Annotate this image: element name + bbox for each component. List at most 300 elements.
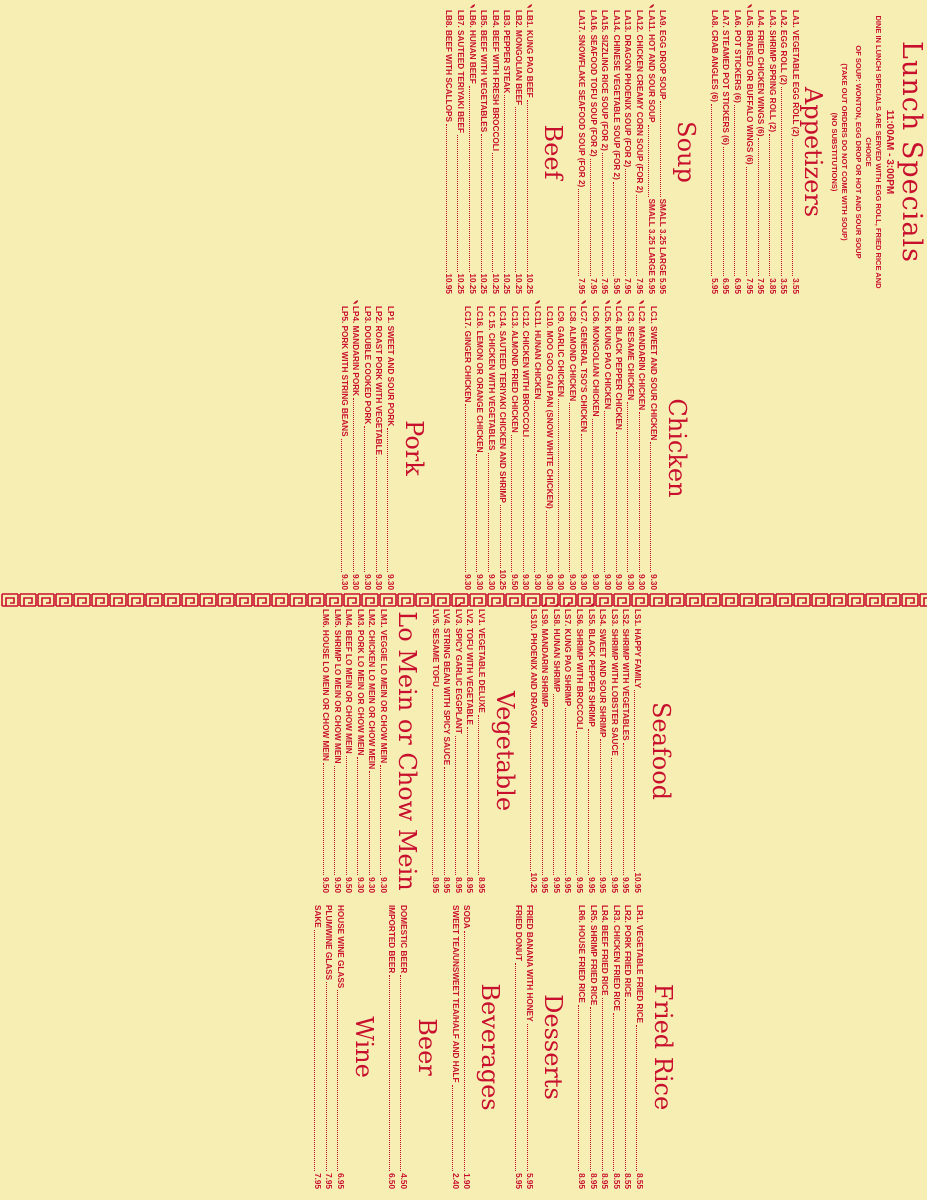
chili-pepper-icon xyxy=(588,602,595,608)
menu-item-name: LS8. HUNAN SHRIMP xyxy=(551,609,561,693)
vegetable-list xyxy=(429,609,487,893)
menu-item xyxy=(366,609,378,893)
seafood-list xyxy=(527,609,643,893)
menu-item-price: 8.95 xyxy=(588,1173,598,1189)
menu-item xyxy=(464,609,476,893)
menu-item-name: LA11. HOT AND SOUR SOUP xyxy=(646,10,656,123)
dotted-leader xyxy=(346,756,347,875)
menu-item-name: LB2. MONGOLIAN BEEF xyxy=(513,10,523,106)
menu-item xyxy=(524,10,536,294)
menu-item-price: 8.55 xyxy=(611,1173,621,1189)
menu-item-price: 9.30 xyxy=(355,877,365,893)
dotted-leader xyxy=(569,403,570,572)
dotted-leader xyxy=(488,453,489,573)
menu-item-name: LR6. HOUSE FRIED RICE xyxy=(577,905,587,1003)
dotted-leader xyxy=(578,1005,579,1171)
appetizers-list xyxy=(708,10,801,294)
chili-pepper-icon xyxy=(553,602,560,608)
menu-item-name: LP4. MANDARIN PORK xyxy=(351,306,361,397)
section-title-desserts: Desserts xyxy=(539,994,568,1100)
menu-item-name: LR5. SHRIMP FRIED RICE xyxy=(588,905,598,1006)
dotted-leader xyxy=(565,708,566,875)
menu-item-name: LC9. GARLIC CHICKEN xyxy=(556,306,566,397)
menu-item-price: 9.30 xyxy=(486,574,496,590)
chili-pepper-icon xyxy=(541,602,548,608)
menu-item-price: SMALL 3.25 LARGE 5.95 xyxy=(658,198,668,294)
menu-item xyxy=(320,609,332,893)
menu-item xyxy=(512,905,524,1189)
menu-item xyxy=(508,306,520,590)
menu-item-price: 9.30 xyxy=(614,574,624,590)
menu-item-price: 9.50 xyxy=(321,877,331,893)
menu-item-name: LS4. SWEET AND SOUR SHRIMP xyxy=(598,609,608,738)
menu-item-price: 9.30 xyxy=(556,574,566,590)
menu-item xyxy=(520,306,532,590)
menu-item xyxy=(731,10,743,294)
section-title-friedrice: Fried Rice xyxy=(649,983,677,1111)
menu-item xyxy=(501,10,513,294)
menu-item xyxy=(386,905,398,1189)
menu-item-price: 9.95 xyxy=(551,877,561,893)
dotted-leader xyxy=(481,134,482,271)
menu-item-name: HOUSE WINE GLASS xyxy=(335,905,345,989)
menu-item-price: 5.95 xyxy=(709,278,719,294)
menu-item xyxy=(361,306,373,590)
dotted-leader xyxy=(625,169,626,276)
dotted-leader xyxy=(650,442,651,572)
menu-item-price: 7.95 xyxy=(744,278,754,294)
section-title-vegetable: Vegetable xyxy=(491,690,520,812)
menu-item xyxy=(550,609,562,893)
dotted-leader xyxy=(648,125,649,197)
desserts-list xyxy=(512,905,535,1189)
dotted-leader xyxy=(636,1025,637,1171)
section-title-lomein: Lo Mein or Chow Mein xyxy=(393,611,422,891)
menu-item xyxy=(578,306,590,590)
menu-item-name: LS1. HAPPY FAMILY xyxy=(633,609,642,689)
menu-item-name: LC17. GINGER CHICKEN xyxy=(463,306,473,403)
menu-item-name: LC 15. CHICKEN WITH VEGETABLES xyxy=(486,306,496,451)
dotted-leader xyxy=(432,689,433,875)
menu-item-price: 8.95 xyxy=(465,877,475,893)
menu-item xyxy=(608,609,620,893)
menu-item-price: 9.95 xyxy=(540,877,550,893)
menu-item-price: 9.30 xyxy=(385,574,395,590)
column-right xyxy=(311,905,927,1189)
dotted-leader xyxy=(792,139,793,276)
menu-item-price: 9.30 xyxy=(521,574,531,590)
section-title-wine: Wine xyxy=(349,1016,378,1078)
note-line-3: (TAKE OUT ORDERS DO NOT COME WITH SOUP) xyxy=(840,63,849,241)
dotted-leader xyxy=(444,767,445,875)
menu-item-name: LB4. BEEF WITH FRESH BROCCOLI xyxy=(490,10,500,152)
menu-item-price: 9.30 xyxy=(591,574,601,590)
menu-item xyxy=(587,10,599,294)
dotted-leader xyxy=(711,104,712,276)
menu-item-name: PLUMWINE GLASS xyxy=(324,905,334,981)
menu-item-price: 9.30 xyxy=(362,574,372,590)
dotted-leader xyxy=(464,931,465,1171)
chili-pepper-icon xyxy=(580,299,587,305)
chili-pepper-icon xyxy=(638,299,645,305)
menu-item xyxy=(475,609,487,893)
menu-item-name: LV3. SPICY GARLIC EGGPLANT xyxy=(453,609,463,734)
menu-item xyxy=(610,10,622,294)
menu-item xyxy=(645,10,657,294)
dotted-leader xyxy=(326,982,327,1171)
menu-item-price: 8.95 xyxy=(577,1173,587,1189)
dotted-leader xyxy=(581,434,582,572)
note-line-1: DINE IN LUNCH SPECIALS ARE SERVED WITH EGG ROLL, FRIED RICE AND CHOICE xyxy=(864,15,883,289)
menu-item-name: LC1. SWEET AND SOUR CHICKEN xyxy=(649,306,658,441)
menu-item-name: LA13. DRAGON PHOENIX SOUP (FOR 2) xyxy=(623,10,633,168)
menu-item-name: LS6. SHRIMP WITH BROCCOLI xyxy=(575,609,585,730)
menu-item xyxy=(485,306,497,590)
chili-pepper-icon xyxy=(604,299,611,305)
dotted-leader xyxy=(527,100,528,272)
menu-item xyxy=(647,306,659,590)
chili-pepper-icon xyxy=(527,3,534,9)
friedrice-list xyxy=(575,905,645,1189)
pork-list xyxy=(338,306,396,590)
menu-item-name: LV5. SESAME TOFU xyxy=(430,609,440,687)
menu-item-name: LB8. BEEF WITH SCALLOPS xyxy=(444,10,454,122)
menu-item-name: LM4. BEEF LO MEIN OR CHOW MEIN xyxy=(344,609,354,754)
menu-item-name: LB1. KUNG PAO BEEF xyxy=(525,10,535,98)
soup-list xyxy=(576,10,669,294)
menu-item xyxy=(343,609,355,893)
menu-item-name: LC16. LEMON OR ORANGE CHICKEN xyxy=(475,306,485,453)
menu-item-name: LR3. CHICKEN FRIED RICE xyxy=(611,905,621,1011)
menu-item-name: LC6. MONGOLIAN CHICKEN xyxy=(591,306,601,417)
menu-item xyxy=(474,306,486,590)
menu-item-price: 5.95 xyxy=(611,278,621,294)
menu-item-price: SMALL 3.25 LARGE 5.95 xyxy=(646,198,656,294)
menu-item-price: 9.30 xyxy=(637,574,647,590)
section-title-chicken: Chicken xyxy=(663,398,691,498)
menu-item-name: LC10. MOO GOO GAI PAN (SNOW WHITE CHICKEN) xyxy=(544,306,554,509)
menu-item-price: 3.55 xyxy=(791,278,800,294)
column-left xyxy=(320,609,927,893)
dotted-leader xyxy=(337,990,338,1171)
dotted-leader xyxy=(590,159,591,276)
dotted-leader xyxy=(469,86,470,272)
menu-item-price: 9.95 xyxy=(563,877,573,893)
menu-item-price: 9.30 xyxy=(463,574,473,590)
menu-item-price: 9.30 xyxy=(379,877,389,893)
dotted-leader xyxy=(604,411,605,572)
menu-item-name: LR1. VEGETABLE FRIED RICE xyxy=(635,905,644,1024)
dotted-leader xyxy=(616,432,617,572)
dotted-leader xyxy=(546,511,547,572)
section-title-beer: Beer xyxy=(413,1018,442,1076)
dotted-leader xyxy=(553,694,554,875)
chili-pepper-icon xyxy=(746,3,753,9)
dotted-leader xyxy=(369,771,370,875)
dotted-leader xyxy=(602,153,603,276)
menu-item-name: LP1. SWEET AND SOUR PORK xyxy=(385,306,395,427)
menu-item-price: 9.30 xyxy=(367,877,377,893)
menu-item-name: LV1. VEGETABLE DELUXE xyxy=(477,609,487,713)
menu-item-price: 9.30 xyxy=(567,574,577,590)
menu-item-name: LP3. DOUBLE COOKED PORK xyxy=(362,306,372,425)
menu-item-price: 9.30 xyxy=(602,574,612,590)
dotted-leader xyxy=(515,107,516,271)
menu-item xyxy=(543,306,555,590)
chili-pepper-icon xyxy=(352,299,359,305)
menu-item-price: 1.90 xyxy=(462,1173,472,1189)
menu-item xyxy=(497,306,509,590)
dotted-leader xyxy=(623,743,624,875)
dotted-leader xyxy=(758,138,759,276)
menu-item-price: 9.95 xyxy=(609,877,619,893)
menu-item xyxy=(531,306,543,590)
menu-item-price: 9.30 xyxy=(339,574,349,590)
dotted-leader xyxy=(639,412,640,572)
menu-item-name: LV2. TOFU WITH VEGETABLE xyxy=(465,609,475,725)
menu-item-price: 10.25 xyxy=(467,273,477,294)
menu-item xyxy=(597,609,609,893)
hours-text: 11:00AM - 3:00PM xyxy=(884,109,895,195)
section-title-soup: Soup xyxy=(672,121,701,183)
menu-item-price: 4.50 xyxy=(399,1173,409,1189)
dotted-leader xyxy=(576,731,577,875)
chili-pepper-icon xyxy=(648,3,655,9)
menu-item-name: LA7. STEAMED POT STICKERS (6) xyxy=(721,10,731,146)
dotted-leader xyxy=(334,766,335,876)
menu-item-price: 9.30 xyxy=(351,574,361,590)
menu-panel-entrees xyxy=(27,599,927,1199)
menu-item-price: 9.30 xyxy=(625,574,635,590)
menu-item xyxy=(384,306,396,590)
menu-item-name: LP5. PORK WITH STRING BEANS xyxy=(339,306,349,437)
dotted-leader xyxy=(504,95,505,271)
dotted-leader xyxy=(341,439,342,573)
chili-pepper-icon xyxy=(455,602,462,608)
menu-item-name: LS10. PHOENIX AND DRAGON xyxy=(528,609,538,729)
column-right xyxy=(338,306,927,590)
menu-item xyxy=(489,10,501,294)
menu-item xyxy=(789,10,801,294)
menu-item-price: 7.95 xyxy=(600,278,610,294)
menu-item-name: LA17. SNOWFLAKE SEAFOOD SOUP (FOR 2) xyxy=(577,10,587,188)
menu-item xyxy=(462,306,474,590)
dotted-leader xyxy=(660,101,661,196)
menu-item xyxy=(441,609,453,893)
chili-pepper-icon xyxy=(615,299,622,305)
dotted-leader xyxy=(627,402,628,572)
menu-item xyxy=(429,609,441,893)
menu-item-price: 9.30 xyxy=(533,574,543,590)
menu-item xyxy=(631,609,643,893)
dotted-leader xyxy=(523,439,524,572)
menu-item xyxy=(338,306,350,590)
menu-item xyxy=(555,306,567,590)
menu-item xyxy=(331,609,343,893)
menu-item-price: 7.95 xyxy=(635,278,645,294)
menu-item-price: 7.95 xyxy=(577,278,587,294)
menu-item xyxy=(573,609,585,893)
menu-item-name: LA15. SIZZLING RICE SOUP (FOR 2) xyxy=(600,10,610,151)
menu-item-name: LR2. PORK FRIED RICE xyxy=(623,905,633,998)
menu-item-name: FRIED DONUT xyxy=(513,905,523,961)
menu-item-price: 9.50 xyxy=(509,574,519,590)
menu-item-name: LA9. EGG DROP SOUP xyxy=(658,10,668,100)
menu-item-price: 7.95 xyxy=(312,1173,322,1189)
menu-item-price: 9.30 xyxy=(544,574,554,590)
dotted-leader xyxy=(613,182,614,276)
menu-item-name: LA12. CHICKEN CREAMY CORN SOUP (FOR 2) xyxy=(635,10,645,194)
menu-item-price: 10.25 xyxy=(479,273,489,294)
menu-item-name: LC13. ALMOND FRIED CHICKEN xyxy=(509,306,519,433)
dotted-leader xyxy=(781,87,782,276)
menu-item-price: 3.85 xyxy=(767,278,777,294)
menu-item-price: 6.95 xyxy=(733,278,743,294)
menu-item xyxy=(311,905,323,1189)
section-title-seafood: Seafood xyxy=(647,701,675,801)
menu-item xyxy=(350,306,362,590)
chicken-list xyxy=(462,306,659,590)
menu-item xyxy=(599,905,611,1189)
menu-item xyxy=(622,905,634,1189)
menu-item xyxy=(708,10,720,294)
menu-item-name: LC12. CHICKEN WITH BROCCOLI xyxy=(521,306,531,437)
dotted-leader xyxy=(611,758,612,875)
menu-item-price: 7.95 xyxy=(324,1173,334,1189)
menu-item xyxy=(613,306,625,590)
dotted-leader xyxy=(455,736,456,875)
menu-panel-lunch xyxy=(27,0,927,600)
menu-item-name: LM6. HOUSE LO MEIN OR CHOW MEIN xyxy=(321,609,331,761)
menu-item xyxy=(599,10,611,294)
section-title-beverages: Beverages xyxy=(476,983,505,1111)
menu-item-price: 7.95 xyxy=(756,278,766,294)
dotted-leader xyxy=(625,999,626,1171)
menu-item xyxy=(527,609,539,893)
dotted-leader xyxy=(389,975,390,1171)
dotted-leader xyxy=(323,763,324,875)
menu-item-name: LA2. EGG ROLL (2) xyxy=(779,10,789,85)
chili-pepper-icon xyxy=(564,602,571,608)
dotted-leader xyxy=(769,134,770,276)
menu-item-name: SWEET TEA/UNSWEET TEA/HALF AND HALF xyxy=(450,905,460,1083)
dotted-leader xyxy=(588,729,589,875)
menu-item xyxy=(323,905,335,1189)
dotted-leader xyxy=(636,195,637,276)
menu-item-price: 8.55 xyxy=(623,1173,633,1189)
menu-item-name: LC14. SAUTEED TERIYAKI CHICKEN AND SHRIMP xyxy=(498,306,508,503)
dotted-leader xyxy=(723,147,724,276)
dotted-leader xyxy=(457,135,458,272)
dotted-leader xyxy=(592,419,593,573)
menu-item-price: 9.30 xyxy=(579,574,589,590)
menu-item-name: LP2. ROAST PORK WITH VEGETABLE xyxy=(374,306,384,456)
menu-item xyxy=(454,10,466,294)
menu-item-price: 8.95 xyxy=(430,877,440,893)
menu-item-name: LA6. POT STICKERS (6) xyxy=(733,10,743,103)
menu-item-price: 9.50 xyxy=(332,877,342,893)
menu-item-price: 10.95 xyxy=(444,273,454,294)
page-title: Lunch Specials xyxy=(896,41,927,263)
menu-item-name: LC4. BLACK PEPPER CHICKEN xyxy=(614,306,624,430)
beer-list xyxy=(386,905,409,1189)
menu-item xyxy=(562,609,574,893)
menu-item-name: LM3. PORK LO MEIN OR CHOW MEIN xyxy=(355,609,365,756)
dotted-leader xyxy=(634,690,635,870)
wine-list xyxy=(311,905,346,1189)
column-left xyxy=(443,10,927,294)
menu-item xyxy=(466,10,478,294)
dotted-leader xyxy=(527,1024,528,1171)
menu-item-name: LV4. STRING BEAN WITH SPICY SAUCE xyxy=(442,609,452,766)
menu-item-name: LC2. MANDARIN CHICKEN xyxy=(637,306,647,411)
menu-item-price: 3.55 xyxy=(779,278,789,294)
menu-item xyxy=(512,10,524,294)
dotted-leader xyxy=(500,505,501,568)
menu-item-name: DOMESTIC BEER xyxy=(399,905,409,974)
menu-item-price: 6.95 xyxy=(335,1173,345,1189)
menu-item-name: LC5. KUNG PAO CHICKEN xyxy=(602,306,612,410)
menu-item-name: LA16. SEAFOOD TOFU SOUP (FOR 2) xyxy=(588,10,598,157)
menu-item-price: 8.95 xyxy=(477,877,487,893)
menu-item-name: LS5. BLACK PEPPER SHRIMP xyxy=(586,609,596,727)
menu-item xyxy=(633,10,645,294)
dotted-leader xyxy=(590,1007,591,1171)
menu-item xyxy=(575,905,587,1189)
dotted-leader xyxy=(515,963,516,1171)
dotted-leader xyxy=(465,404,466,572)
dotted-leader xyxy=(314,930,315,1171)
menu-item xyxy=(443,10,455,294)
dotted-leader xyxy=(746,167,747,276)
menu-item-price: 9.95 xyxy=(598,877,608,893)
menu-item xyxy=(576,10,588,294)
note-line-4: (NO SUBSTITUTIONS) xyxy=(830,112,839,192)
menu-item xyxy=(624,306,636,590)
menu-item-price: 8.55 xyxy=(635,1173,644,1189)
menu-item-price: 10.95 xyxy=(633,872,642,893)
menu-item-price: 6.50 xyxy=(387,1173,397,1189)
beef-list xyxy=(443,10,536,294)
menu-item-price: 8.95 xyxy=(453,877,463,893)
beverages-list xyxy=(449,905,472,1189)
menu-item xyxy=(589,306,601,590)
menu-item-price: 9.95 xyxy=(586,877,596,893)
menu-item-price: 5.95 xyxy=(513,1173,523,1189)
dotted-leader xyxy=(492,153,493,271)
dotted-leader xyxy=(452,1085,453,1172)
menu-item-name: LA8. CRAB ANGLES (6) xyxy=(709,10,719,103)
menu-item-name: SAKE xyxy=(312,905,322,928)
dotted-leader xyxy=(353,398,354,572)
menu-item-price: 6.95 xyxy=(721,278,731,294)
dotted-leader xyxy=(511,435,512,572)
menu-item-name: LA1. VEGETABLE EGG ROLL (2) xyxy=(791,10,800,137)
menu-item-name: LM2. CHICKEN LO MEIN OR CHOW MEIN xyxy=(367,609,377,770)
menu-item-name: LS7. KUNG PAO SHRIMP xyxy=(563,609,573,707)
menu-item xyxy=(539,609,551,893)
menu-item-price: 10.25 xyxy=(498,569,508,590)
menu-item-price: 9.30 xyxy=(649,574,658,590)
menu-item-price: 10.25 xyxy=(525,273,535,294)
menu-item xyxy=(478,10,490,294)
menu-item xyxy=(378,609,390,893)
menu-item xyxy=(585,609,597,893)
dotted-leader xyxy=(364,426,365,572)
menu-item-price: 10.25 xyxy=(502,273,512,294)
menu-item-price: 8.95 xyxy=(442,877,452,893)
menu-item-price: 9.50 xyxy=(344,877,354,893)
